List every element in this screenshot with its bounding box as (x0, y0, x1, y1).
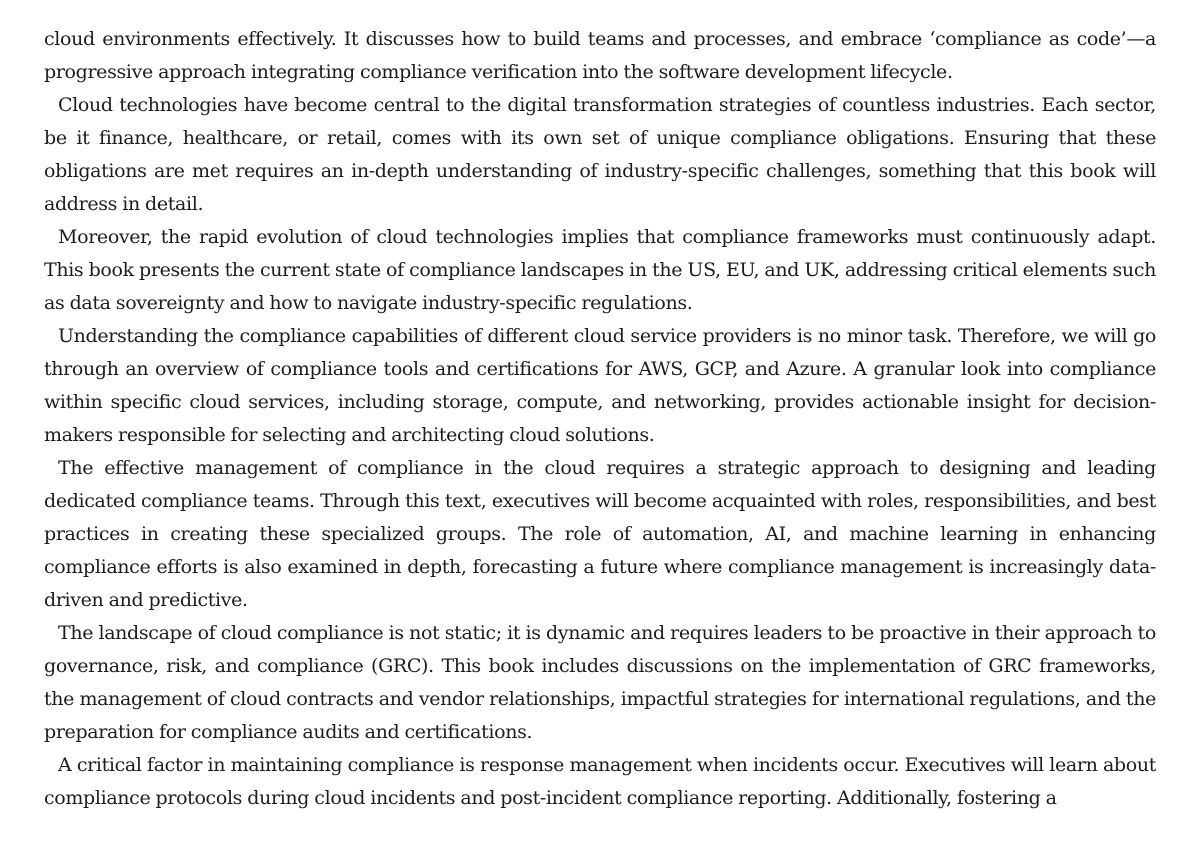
paragraph-grc-landscape: The landscape of cloud compliance is not static; it is dynamic and requires leaders to be proactive in their approach to governance, risk, and compliance (GRC). This book includes discussions on the implementation of GRC frameworks, the management of cloud contracts and vendor relationships, impactful strategies for international regulations, and the preparation for compliance audits and certifications. (44, 622, 1156, 743)
paragraph-cloud-technologies: Cloud technologies have become central to the digital transformation strategies of countless industries. Each sector, be it finance, healthcare, or retail, comes with its own set of unique compliance obligations. Ensuring that these obligations are met requires an in-depth understanding of industry-specific challenges, something that this book will address in detail. (44, 94, 1156, 215)
paragraph-continued: cloud environments effectively. It discusses how to build teams and processes, and embrace ‘compliance as code’—a progressive approach integrating compliance verification into the software development lifecycle. (44, 28, 1156, 83)
paragraph-provider-capabilities: Understanding the compliance capabilities of different cloud service providers is no minor task. Therefore, we will go through an overview of compliance tools and certifications for AWS, GCP, and Azure. A granular look into compliance within specific cloud services, including storage, compute, and networking, provides actionable insight for decision-makers responsible for selecting and architecting cloud solutions. (44, 325, 1156, 446)
paragraph-compliance-teams: The effective management of compliance in the cloud requires a strategic approach to designing and leading dedicated compliance teams. Through this text, executives will become acquainted with roles, responsibilities, and best practices in creating these specialized groups. The role of automation, AI, and machine learning in enhancing compliance efforts is also examined in depth, forecasting a future where compliance management is increasingly data-driven and predictive. (44, 457, 1156, 611)
paragraph-rapid-evolution: Moreover, the rapid evolution of cloud technologies implies that compliance frameworks must continuously adapt. This book presents the current state of compliance landscapes in the US, EU, and UK, addressing critical elements such as data sovereignty and how to navigate industry-specific regulations. (44, 226, 1156, 314)
document-body (44, 23, 1156, 815)
paragraph-incident-response: A critical factor in maintaining compliance is response management when incidents occur. Executives will learn about compliance protocols during cloud incidents and post-incident compliance reporting. Additionally, fostering a (44, 754, 1156, 809)
